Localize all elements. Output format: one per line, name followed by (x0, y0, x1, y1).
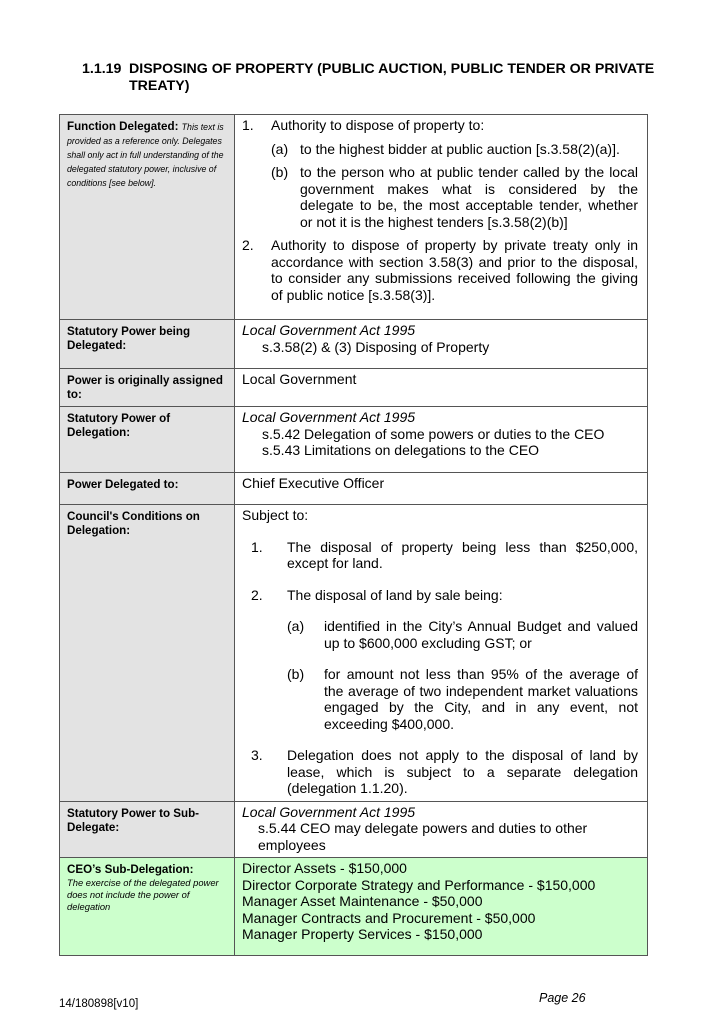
list-item: 3. Delegation does not apply to the disposal of land by lease, which is subject to a separate delegation (delegation 1.1.20). (251, 747, 638, 796)
value-cell (235, 801, 648, 858)
delegation-table (59, 114, 648, 956)
list-item: 2. Authority to dispose of property by private treaty only in accordance with section 3.58(3) and prior to the disposal, to consider any submissions received following the giving of public notice [s.3.58(3)]. (242, 237, 638, 303)
sub-delegate-power-label: Statutory Power to Sub-Delegate: (67, 806, 200, 834)
label-cell (60, 505, 235, 802)
label-cell (60, 407, 235, 473)
ceo-sub-delegation-label: CEO’s Sub-Delegation: (67, 863, 194, 876)
list-item: (b) to the person who at public tender called by the local government makes what is considered by the delegate to be, the most acceptable tender, whether or not it is the highest tenders [s.3.58(2)(b)] (271, 164, 638, 230)
function-delegated-label: Function Delegated: (67, 120, 179, 133)
act-section: s.5.43 Limitations on delegations to the CEO (262, 442, 540, 458)
label-cell (60, 115, 235, 320)
value-cell (235, 505, 648, 802)
function-delegated-note: This text is provided as a reference only. Delegates shall only act in full understanding of the delegated statutory power, inclusive of conditions [see below]. (67, 122, 224, 188)
conditions-intro: Subject to: (242, 507, 309, 523)
value-cell (235, 115, 648, 320)
row-statutory-power (60, 320, 648, 369)
act-section: s.5.42 Delegation of some powers or duties to the CEO (262, 425, 605, 442)
row-function-delegated (60, 115, 648, 320)
list-item: Manager Contracts and Procurement - $50,000 (242, 909, 536, 926)
ceo-sub-delegation-note: The exercise of the delegated power does not include the power of delegation (67, 877, 219, 912)
value-cell (235, 320, 648, 369)
page-number: Page 26 (539, 991, 586, 1005)
value-cell (235, 473, 648, 505)
act-section: s.3.58(2) & (3) Disposing of Property (262, 338, 490, 355)
statutory-power-label: Statutory Power being Delegated: (67, 325, 191, 352)
list-item: Manager Asset Maintenance - $50,000 (242, 893, 483, 909)
row-originally-assigned (60, 369, 648, 407)
document-reference: 14/180898[v10] (59, 998, 139, 1010)
value-cell (235, 369, 648, 407)
conditions-label: Council's Conditions on Delegation: (67, 510, 200, 537)
list-item: (a) to the highest bidder at public auction [s.3.58(2)(a)]. (271, 140, 620, 157)
row-conditions (60, 505, 648, 802)
list-item: (b) for amount not less than 95% of the average of the average of two independent market valuations engaged by the City, and in any event, not exceeding $400,000. (287, 666, 638, 732)
act-section: s.5.44 CEO may delegate powers and duties to other employees (258, 820, 588, 853)
list-item: 1. The disposal of property being less than $250,000, except for land. (251, 538, 638, 571)
list-item: Director Assets - $150,000 (242, 860, 407, 876)
value-cell (235, 858, 648, 956)
row-delegated-to (60, 473, 648, 505)
list-item: 2. The disposal of land by sale being: (251, 586, 503, 603)
act-name: Local Government Act 1995 (242, 803, 416, 820)
label-cell (60, 801, 235, 858)
power-of-delegation-label: Statutory Power of Delegation: (67, 412, 171, 439)
section-number: 1.1.19 (82, 61, 122, 77)
list-item: 1. Authority to dispose of property to: (242, 117, 485, 133)
act-name: Local Government Act 1995 (242, 409, 416, 425)
label-cell (60, 320, 235, 369)
act-name: Local Government Act 1995 (242, 322, 416, 338)
list-item: (a) identified in the City’s Annual Budget and valued up to $600,000 excluding GST; or (287, 618, 638, 651)
originally-assigned-value: Local Government (242, 371, 357, 387)
label-cell (60, 369, 235, 407)
value-cell (235, 407, 648, 473)
delegated-to-value: Chief Executive Officer (242, 475, 385, 491)
list-item: Director Corporate Strategy and Performance - $150,000 (242, 876, 596, 893)
section-heading (82, 61, 672, 95)
originally-assigned-label: Power is originally assigned to: (67, 374, 223, 401)
row-sub-delegate-power (60, 801, 648, 858)
label-cell (60, 858, 235, 956)
label-cell (60, 473, 235, 505)
section-title: DISPOSING OF PROPERTY (PUBLIC AUCTION, PUBLIC TENDER OR PRIVATE TREATY) (129, 61, 655, 94)
row-ceo-sub-delegation (60, 858, 648, 956)
delegated-to-label: Power Delegated to: (67, 478, 179, 491)
row-power-of-delegation (60, 407, 648, 473)
list-item: Manager Property Services - $150,000 (242, 926, 483, 942)
